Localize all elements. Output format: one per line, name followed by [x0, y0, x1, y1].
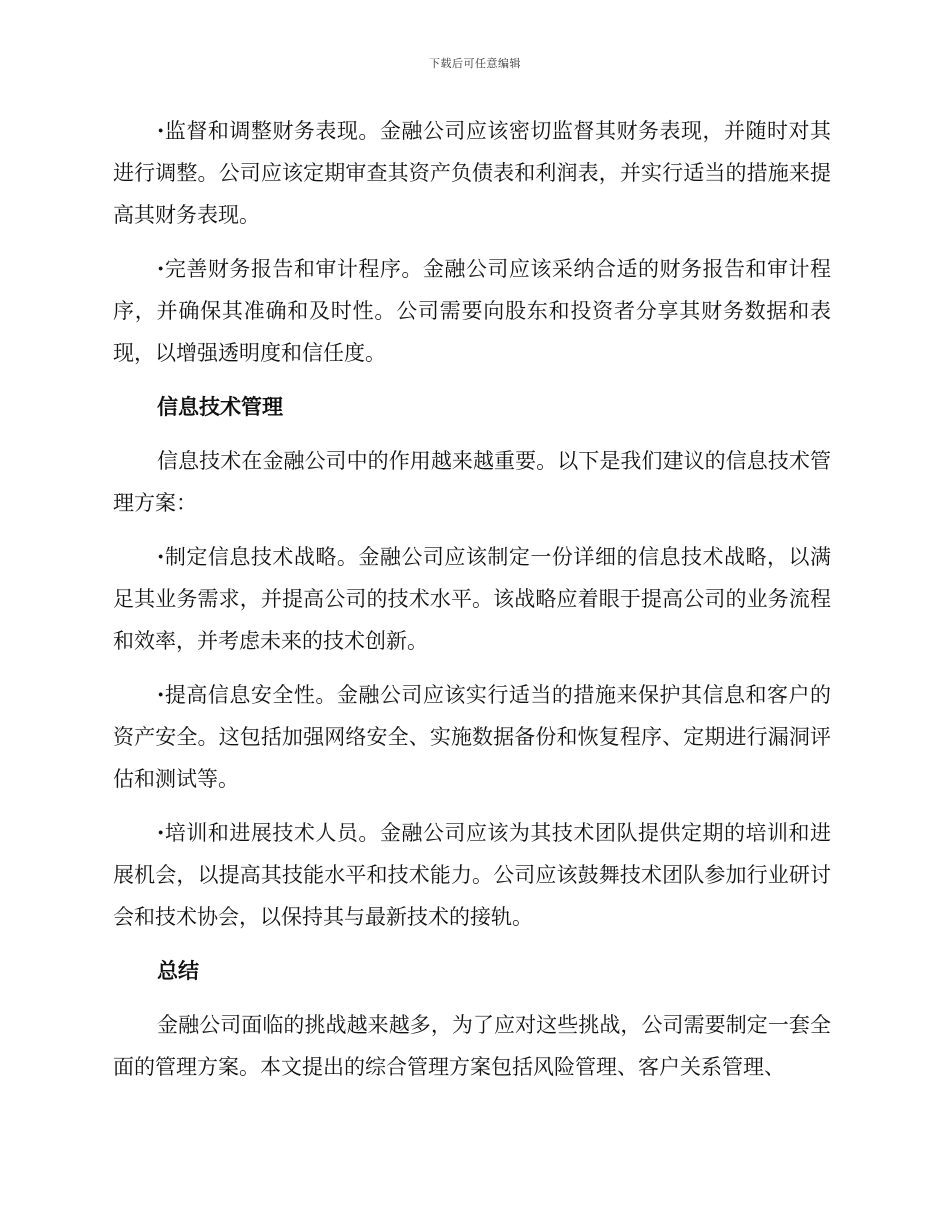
paragraph-text: 制定信息技术战略。金融公司应该制定一份详细的信息技术战略，以满足其业务需求，并提高公司的技术水平。该战略应着眼于提高公司的业务流程和效率，并考虑未来的技术创新。	[113, 545, 831, 653]
paragraph-text: 监督和调整财务表现。金融公司应该密切监督其财务表现，并随时对其进行调整。公司应该定期审查其资产负债表和利润表，并实行适当的措施来提高其财务表现。	[113, 119, 831, 227]
section-heading-it-management: 信息技术管理	[157, 395, 283, 419]
bullet-mark: ·	[157, 544, 165, 569]
bullet-mark: ·	[157, 256, 165, 281]
bullet-paragraph-info-security	[113, 674, 831, 800]
bullet-mark: ·	[157, 820, 165, 845]
bullet-mark: ·	[157, 682, 165, 707]
bullet-paragraph-staff-training	[113, 812, 831, 938]
document-body	[113, 110, 831, 1100]
paragraph-text: 提高信息安全性。金融公司应该实行适当的措施来保护其信息和客户的资产安全。这包括加强网络安全、实施数据备份和恢复程序、定期进行漏洞评估和测试等。	[113, 683, 831, 791]
paragraph-text: 培训和进展技术人员。金融公司应该为其技术团队提供定期的培训和进展机会，以提高其技能水平和技术能力。公司应该鼓舞技术团队参加行业研讨会和技术协会，以保持其与最新技术的接轨。	[113, 821, 831, 929]
section-heading-summary: 总结	[157, 959, 199, 983]
paragraph-text: 完善财务报告和审计程序。金融公司应该采纳合适的财务报告和审计程序，并确保其准确和及时性。公司需要向股东和投资者分享其财务数据和表现，以增强透明度和信任度。	[113, 257, 831, 365]
page-header: 下载后可任意编辑	[429, 57, 521, 70]
paragraph-summary: 金融公司面临的挑战越来越多，为了应对这些挑战，公司需要制定一套全面的管理方案。本文提出的综合管理方案包括风险管理、客户关系管理、	[113, 1013, 831, 1079]
bullet-mark: ·	[157, 118, 165, 143]
bullet-paragraph-it-strategy	[113, 536, 831, 662]
bullet-paragraph-financial-monitoring	[113, 110, 831, 236]
bullet-paragraph-financial-reporting	[113, 248, 831, 374]
paragraph-it-intro: 信息技术在金融公司中的作用越来越重要。以下是我们建议的信息技术管理方案：	[113, 449, 831, 515]
